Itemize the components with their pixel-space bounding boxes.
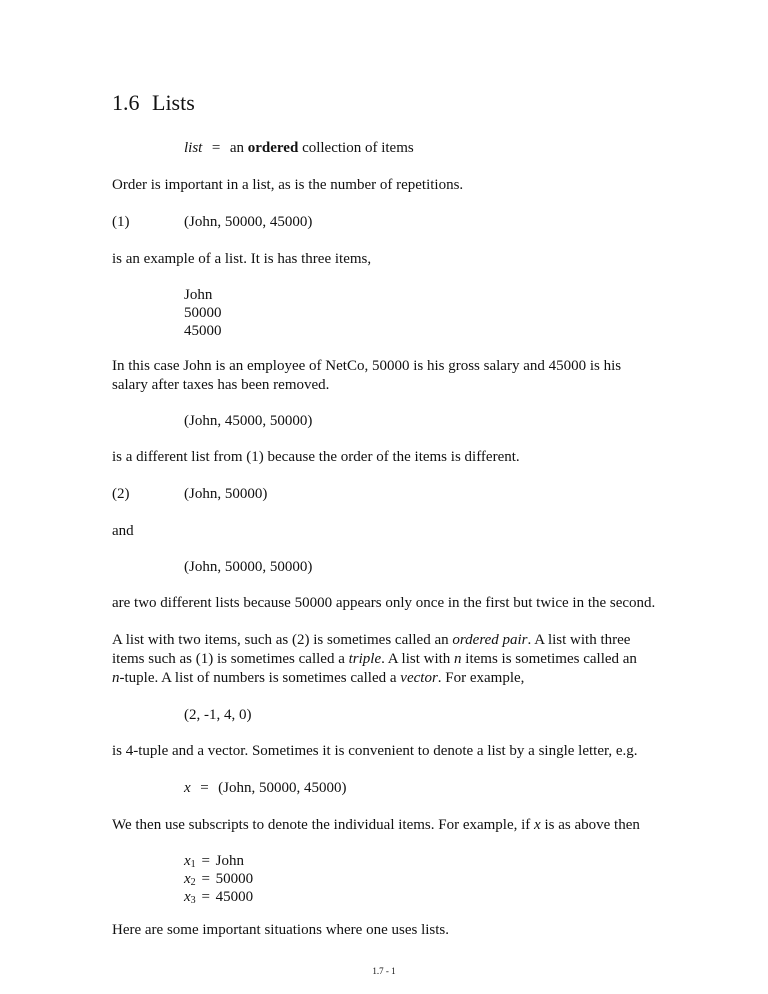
definition-post: collection of items <box>302 140 414 156</box>
paragraph-4-tuple: is 4-tuple and a vector. Sometimes it is convenient to denote a list by a single letter, e.g. <box>112 743 638 759</box>
text-run: items is sometimes called an <box>461 651 637 667</box>
paragraph-employee-line1: In this case John is an employee of NetCo, 50000 is his gross salary and 45000 is his <box>112 358 622 374</box>
text-run: A list with two items, such as (2) is sometimes called an <box>112 632 453 648</box>
variable-x: x <box>534 817 541 833</box>
example-x-value: (John, 50000, 45000) <box>218 780 347 796</box>
section-title: Lists <box>152 90 195 115</box>
variable-n: n <box>112 670 120 686</box>
paragraph-tuples-line2 <box>112 650 637 669</box>
example-2-list: (John, 50000) <box>184 486 268 502</box>
equals-sign: = <box>201 871 210 887</box>
subscript-index: 1 <box>190 859 196 870</box>
definition-equals: = <box>211 140 221 156</box>
definition-term: list <box>184 140 203 156</box>
term-ordered-pair: ordered pair <box>452 632 528 648</box>
page-footer: 1.7 - 1 <box>372 966 396 976</box>
example-vector: (2, -1, 4, 0) <box>184 707 252 723</box>
paragraph-order: Order is important in a list, as is the number of repetitions. <box>112 177 464 193</box>
variable-n: n <box>454 651 462 667</box>
subscript-variable: x <box>184 853 191 869</box>
example-reordered-list: (John, 45000, 50000) <box>184 413 313 429</box>
paragraph-tuples-line3 <box>112 669 524 688</box>
subscript-value: John <box>215 853 245 869</box>
paragraph-employee-line2: salary after taxes has been removed. <box>112 377 330 393</box>
paragraph-subscripts <box>112 816 640 835</box>
item-list-entry: 45000 <box>184 323 222 339</box>
term-vector: vector <box>400 670 438 686</box>
subscript-variable: x <box>184 871 191 887</box>
subscript-variable: x <box>184 889 191 905</box>
equals-sign: = <box>201 853 210 869</box>
example-x-definition <box>184 779 347 798</box>
example-1-list: (John, 50000, 45000) <box>184 214 313 230</box>
term-triple: triple <box>348 651 382 667</box>
connector-and: and <box>112 523 134 539</box>
paragraph-repetitions: are two different lists because 50000 appears only once in the first but twice in the second. <box>112 595 656 611</box>
text-run: is as above then <box>540 817 640 833</box>
text-run: . For example, <box>437 670 525 686</box>
section-heading <box>112 90 195 116</box>
text-run: . A list with three <box>527 632 631 648</box>
subscript-value: 45000 <box>215 889 254 905</box>
example-1-label: (1) <box>112 214 130 230</box>
variable-x: x <box>184 780 191 796</box>
text-run: -tuple. A list of numbers is sometimes called a <box>119 670 401 686</box>
paragraph-example: is an example of a list. It is has three items, <box>112 251 372 267</box>
equals-sign: = <box>200 780 209 796</box>
list-definition <box>184 139 414 158</box>
item-list-entry: John <box>184 287 213 303</box>
subscript-value: 50000 <box>215 871 254 887</box>
paragraph-different-order: is a different list from (1) because the order of the items is different. <box>112 449 520 465</box>
paragraph-tuples-line1 <box>112 631 630 650</box>
equals-sign: = <box>201 889 210 905</box>
text-run: . A list with <box>381 651 455 667</box>
subscript-index: 3 <box>190 895 196 906</box>
text-run: items such as (1) is sometimes called a <box>112 651 349 667</box>
example-repetition-list: (John, 50000, 50000) <box>184 559 313 575</box>
section-number: 1.6 <box>112 90 140 115</box>
item-list-entry: 50000 <box>184 305 222 321</box>
definition-bold-word: ordered <box>247 140 299 156</box>
text-run: We then use subscripts to denote the individual items. For example, if <box>112 817 535 833</box>
subscript-row <box>184 888 253 910</box>
definition-pre: an <box>229 140 245 156</box>
subscript-index: 2 <box>190 877 196 888</box>
example-2-label: (2) <box>112 486 130 502</box>
paragraph-situations: Here are some important situations where one uses lists. <box>112 922 450 938</box>
